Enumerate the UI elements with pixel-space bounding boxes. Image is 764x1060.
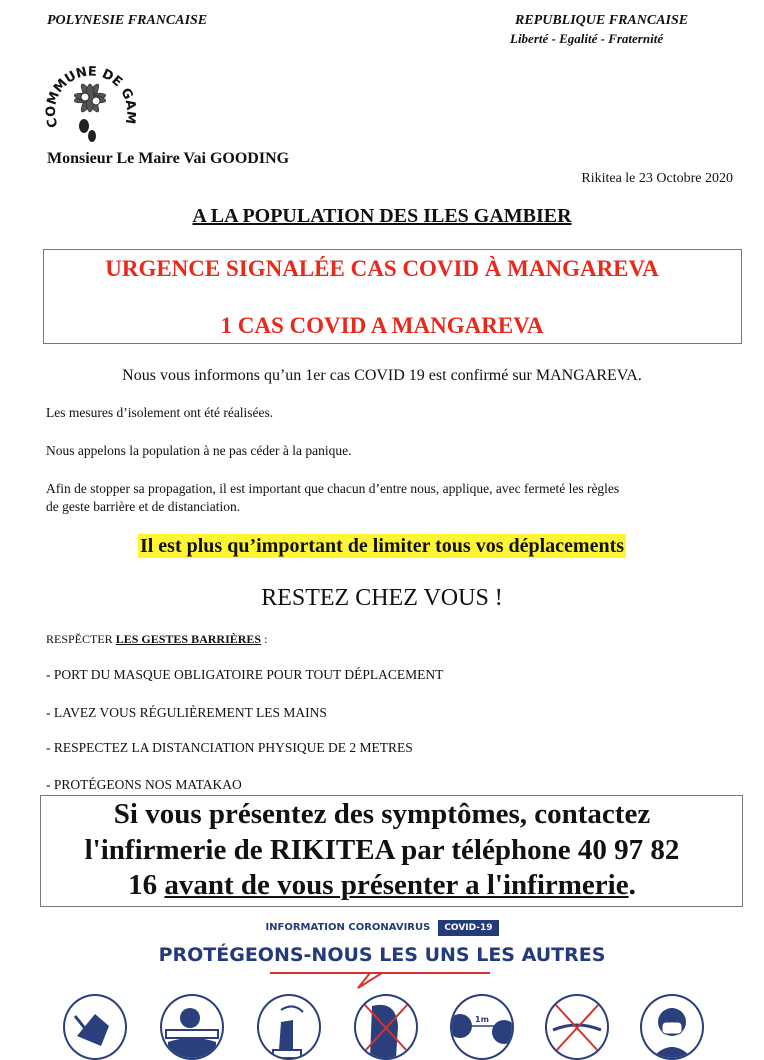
cough-elbow-icon bbox=[160, 994, 224, 1060]
paragraph-propagation-2: de geste barrière et de distanciation. bbox=[46, 499, 241, 514]
list-item: - RESPECTEZ LA DISTANCIATION PHYSIQUE DE 2 METRES bbox=[46, 740, 413, 755]
intro-text: Nous vous informons qu’un 1er cas COVID 19 est confirmé sur MANGAREVA. bbox=[122, 367, 642, 384]
paragraph-panic: Nous appelons la population à ne pas céder à la panique. bbox=[46, 443, 352, 458]
paragraph-propagation-1: Afin de stopper sa propagation, il est important que chacun d’entre nous, applique, avec fermeté les règles bbox=[46, 481, 620, 496]
no-handshake-icon bbox=[545, 994, 609, 1060]
alert-line-2: 1 CAS COVID A MANGAREVA bbox=[220, 313, 544, 338]
covid-badge: COVID-19 bbox=[438, 920, 498, 936]
tissue-bin-icon bbox=[257, 994, 321, 1060]
info-banner bbox=[0, 917, 764, 935]
list-item: - PORT DU MASQUE OBLIGATOIRE POUR TOUT DÉPLACEMENT bbox=[46, 667, 444, 682]
commune-logo bbox=[44, 48, 136, 146]
contact-prefix: 16 bbox=[128, 869, 165, 901]
contact-line-3 bbox=[0, 869, 764, 902]
republic-motto: Liberté - Egalité - Fraternité bbox=[510, 31, 664, 46]
stay-home-text: RESTEZ CHEZ VOUS ! bbox=[261, 585, 503, 611]
face-mask-icon bbox=[640, 994, 704, 1060]
mayor-name: Monsieur Le Maire Vai GOODING bbox=[47, 150, 290, 167]
gestures-suffix: : bbox=[261, 632, 268, 646]
paragraph-isolation: Les mesures d’isolement ont été réalisées. bbox=[46, 405, 274, 420]
contact-line-2: l'infirmerie de RIKITEA par téléphone 40 97 82 bbox=[84, 834, 680, 866]
contact-line-1: Si vous présentez des symptômes, contactez bbox=[113, 798, 651, 830]
speech-underline bbox=[270, 970, 490, 992]
svg-text:COMMUNE DE GAMBIER: COMMUNE DE G bbox=[44, 64, 136, 130]
republic-label: REPUBLIQUE FRANCAISE bbox=[515, 13, 689, 28]
letter-date: Rikitea le 23 Octobre 2020 bbox=[581, 171, 733, 186]
gestures-heading bbox=[46, 632, 267, 647]
hand-washing-icon bbox=[63, 994, 127, 1060]
distance-1m-icon bbox=[450, 994, 514, 1060]
info-label: INFORMATION CORONAVIRUS bbox=[265, 922, 431, 933]
gestures-label: LES GESTES BARRIÈRES bbox=[115, 632, 262, 646]
contact-suffix: . bbox=[628, 869, 636, 901]
alert-line-1: URGENCE SIGNALÉE CAS COVID À MANGAREVA bbox=[105, 256, 659, 281]
list-item: - PROTÉGEONS NOS MATAKAO bbox=[46, 777, 242, 792]
highlight-row bbox=[0, 535, 764, 558]
highlight-text: Il est plus qu’important de limiter tous vos déplacements bbox=[139, 535, 625, 557]
region-label: POLYNESIE FRANCAISE bbox=[47, 13, 208, 28]
no-face-touch-icon bbox=[354, 994, 418, 1060]
document-title: A LA POPULATION DES ILES GAMBIER bbox=[192, 205, 572, 227]
gestures-prefix: RESPĔCTER bbox=[46, 632, 116, 646]
slogan: PROTÉGEONS-NOUS LES UNS LES AUTRES bbox=[158, 944, 606, 966]
contact-underlined: avant de vous présenter a l'infirmerie bbox=[164, 869, 629, 901]
list-item: - LAVEZ VOUS RÉGULIÈREMENT LES MAINS bbox=[46, 705, 327, 720]
distance-label: 1m bbox=[475, 1015, 489, 1024]
